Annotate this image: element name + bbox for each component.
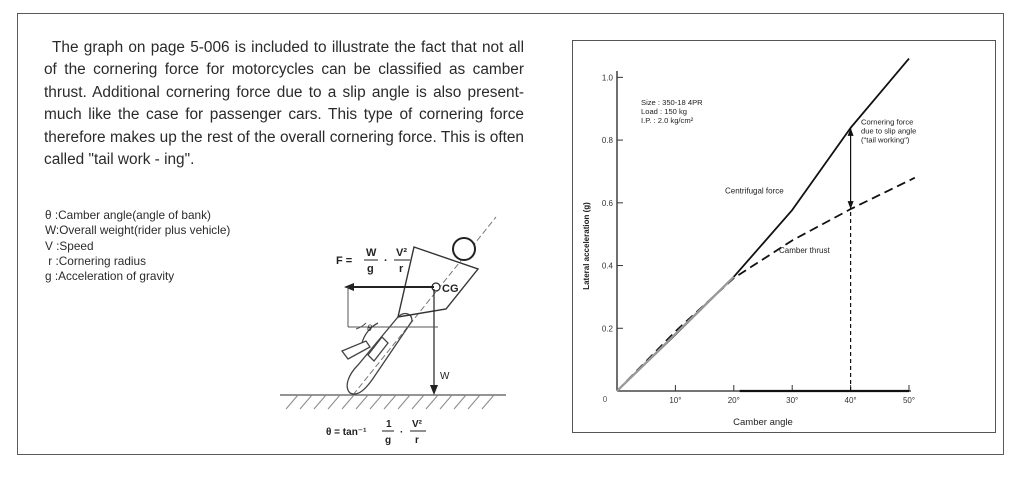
angle-formula-one: 1	[386, 419, 392, 430]
intro-text: The graph on page 5-006 is included to illustrate the fact that not all of the cornering force for motorcycles can be classified as camber thrust. Additional cornering force due to a slip angle is also present-much like the case for passenger cars. This type of cornering force therefore makes up the rest of the overall cornering force. This is often called "tail work - ing".	[44, 39, 524, 169]
info-box-line: Size : 350-18 4PR	[641, 98, 703, 107]
x-axis-title: Camber angle	[733, 417, 793, 428]
slip-angle-annotation: ("tail working")	[861, 135, 910, 145]
slip-angle-annotation: due to slip angle	[861, 126, 917, 136]
symbol-legend	[45, 208, 230, 284]
lateral-acceleration-chart	[573, 41, 995, 432]
chart-panel	[572, 40, 996, 433]
cg-label: CG	[442, 283, 459, 295]
y-tick-label: 0.8	[601, 136, 613, 146]
origin-label: 0	[602, 395, 608, 404]
motorcycle-force-diagram	[278, 205, 510, 451]
camber-thrust-annotation: Camber thrust	[779, 246, 830, 255]
angle-formula-lhs: θ = tan⁻¹	[326, 427, 367, 438]
angle-formula-dot: ·	[400, 427, 404, 438]
theta-angle-label: θ	[367, 323, 372, 333]
w-arrow-label: W	[440, 371, 450, 382]
force-formula-g: g	[367, 263, 374, 275]
force-formula-v2: V²	[396, 247, 407, 259]
angle-formula-r: r	[415, 435, 419, 446]
info-box-line: I.P. : 2.0 kg/cm²	[641, 116, 694, 125]
legend-item-speed: V :Speed	[45, 238, 94, 253]
angle-formula-v2: V²	[412, 419, 422, 430]
y-axis-title: Lateral acceleration (g)	[582, 202, 591, 290]
legend-item-radius: r :Cornering radius	[45, 253, 146, 268]
force-formula-w: W	[366, 247, 377, 259]
low-angle-overlay-line	[617, 277, 734, 391]
slip-angle-annotation: Cornering force	[861, 117, 914, 127]
force-formula-r: r	[399, 263, 404, 275]
x-tick-label: 50°	[902, 396, 916, 405]
centrifugal-force-annotation: Centrifugal force	[725, 186, 784, 196]
y-tick-label: 0.2	[601, 324, 613, 334]
camber-thrust-line	[617, 178, 915, 391]
y-tick-label: 0.4	[601, 261, 613, 271]
legend-item-gravity: g :Acceleration of gravity	[45, 269, 175, 284]
angle-formula-g: g	[385, 435, 392, 446]
x-tick-label: 40°	[844, 396, 857, 405]
legend-item-theta: θ :Camber angle(angle of bank)	[45, 208, 211, 222]
force-formula-lhs: F =	[336, 255, 353, 267]
legend-item-weight: W:Overall weight(rider plus vehicle)	[45, 223, 231, 238]
force-formula-dot: ·	[384, 255, 388, 267]
x-tick-label: 20°	[727, 396, 740, 405]
x-tick-label: 30°	[786, 396, 799, 405]
y-tick-label: 0.6	[601, 198, 613, 208]
intro-paragraph	[44, 37, 524, 171]
info-box-line: Load : 150 kg	[641, 107, 688, 116]
x-tick-label: 10°	[669, 396, 682, 405]
y-tick-label: 1.0	[601, 73, 613, 83]
